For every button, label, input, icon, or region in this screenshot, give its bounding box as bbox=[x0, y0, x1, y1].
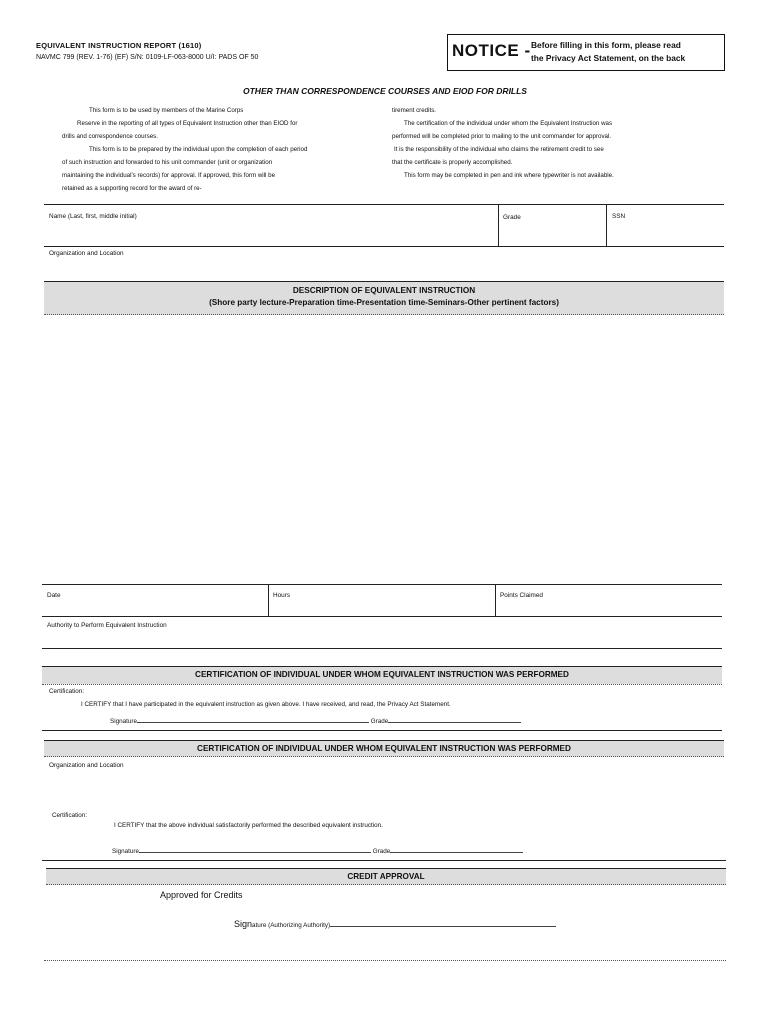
form-title: EQUIVALENT INSTRUCTION REPORT (1610) bbox=[36, 41, 202, 50]
divider bbox=[42, 860, 726, 861]
credit-approval-title: CREDIT APPROVAL bbox=[347, 872, 425, 881]
form-subtitle: OTHER THAN CORRESPONDENCE COURSES AND EIOD FOR DRILLS bbox=[243, 86, 527, 96]
cert-instructor-signature-line[interactable] bbox=[112, 844, 523, 855]
divider bbox=[44, 756, 724, 757]
cert-individual-title: CERTIFICATION OF INDIVIDUAL UNDER WHOM EQUIVALENT INSTRUCTION WAS PERFORMED bbox=[195, 670, 569, 679]
divider bbox=[44, 960, 726, 961]
instr-right-line: performed will be completed prior to mailing to the unit commander for approval. bbox=[392, 133, 612, 140]
divider bbox=[495, 584, 496, 616]
divider bbox=[42, 648, 722, 649]
authority-field[interactable]: Authority to Perform Equivalent Instruction bbox=[47, 622, 167, 629]
instr-left-line: This form is to be used by members of the Marine Corps bbox=[89, 107, 244, 114]
instr-left-line: retained as a supporting record for the award of re- bbox=[62, 185, 202, 192]
cert-individual-statement: I CERTIFY that I have participated in the equivalent instruction as given above. I have received, and read, the Privacy Act Statement. bbox=[81, 701, 451, 708]
authorizing-signature-line[interactable] bbox=[234, 914, 556, 932]
divider bbox=[44, 204, 724, 205]
grade-label: Grade bbox=[372, 848, 391, 855]
divider bbox=[498, 204, 499, 246]
cert-individual-label: Certification: bbox=[49, 688, 84, 695]
notice-line-2: the Privacy Act Statement, on the back bbox=[531, 53, 686, 63]
cert-instructor-title: CERTIFICATION OF INDIVIDUAL UNDER WHOM EQUIVALENT INSTRUCTION WAS PERFORMED bbox=[197, 744, 571, 753]
cert-instructor-org-field[interactable]: Organization and Location bbox=[49, 762, 124, 769]
instr-left-line: maintaining the individual's records) for approval. If approved, this form will be bbox=[62, 172, 276, 179]
approved-for-credits: Approved for Credits bbox=[160, 890, 243, 900]
instr-left-line: drills and correspondence courses. bbox=[62, 133, 158, 140]
instr-left-line: of such instruction and forwarded to his unit commander (unit or organization bbox=[62, 159, 273, 166]
date-field[interactable]: Date bbox=[47, 592, 61, 599]
grade-field[interactable]: Grade bbox=[503, 214, 521, 221]
instr-right-line: tirement credits. bbox=[392, 107, 437, 114]
signature-small: ature (Authorizing Authority) bbox=[252, 922, 331, 929]
notice-text bbox=[531, 39, 685, 65]
grade-label: Grade bbox=[370, 718, 389, 725]
hours-field[interactable]: Hours bbox=[273, 592, 291, 599]
instructions-left bbox=[47, 104, 377, 195]
cert-instructor-label: Certification: bbox=[52, 812, 87, 819]
divider bbox=[268, 584, 269, 616]
points-claimed-field[interactable]: Points Claimed bbox=[500, 592, 543, 599]
description-subtitle: (Shore party lecture-Preparation time-Presentation time-Seminars-Other pertinent factors) bbox=[209, 298, 559, 307]
instr-left-line: Reserve in the reporting of all types of Equivalent Instruction other than EIOD for bbox=[77, 120, 298, 127]
divider bbox=[42, 584, 722, 585]
instructions-right bbox=[392, 104, 722, 182]
notice-line-1: Before filling in this form, please read bbox=[531, 40, 681, 50]
divider bbox=[606, 204, 607, 246]
divider bbox=[42, 616, 722, 617]
org-location-field[interactable]: Organization and Location bbox=[49, 250, 124, 257]
cert-individual-signature-line[interactable] bbox=[110, 714, 521, 725]
divider bbox=[42, 730, 722, 731]
instr-right-line: The certification of the individual under whom the Equivalent Instruction was bbox=[404, 120, 613, 127]
divider bbox=[46, 884, 726, 885]
cert-instructor-statement: I CERTIFY that the above individual satisfactorily performed the described equivalent instruction. bbox=[114, 822, 383, 829]
instr-left-line: This form is to be prepared by the individual upon the completion of each period bbox=[89, 146, 308, 153]
ssn-field[interactable]: SSN bbox=[612, 213, 626, 220]
signature-big: Sign bbox=[234, 919, 253, 929]
description-area[interactable] bbox=[44, 314, 724, 584]
instr-right-line: It is the responsibility of the individual who claims the retirement credit to see bbox=[394, 146, 604, 153]
divider bbox=[42, 684, 722, 685]
signature-label: Signature bbox=[110, 718, 137, 725]
instr-right-line: that the certificate is properly accomplished. bbox=[392, 159, 513, 166]
form-id: NAVMC 799 (REV. 1-76) (EF) S/N: 0109-LF-063-8000 U/I: PADS OF 50 bbox=[36, 54, 259, 61]
name-field[interactable]: Name (Last, first, middle initial) bbox=[49, 213, 137, 220]
description-title: DESCRIPTION OF EQUIVALENT INSTRUCTION bbox=[292, 286, 476, 295]
instr-right-line: This form may be completed in pen and ink where typewriter is not available. bbox=[404, 172, 614, 179]
notice-word: NOTICE - bbox=[452, 41, 531, 60]
signature-label: Signature bbox=[112, 848, 139, 855]
divider bbox=[44, 246, 724, 247]
